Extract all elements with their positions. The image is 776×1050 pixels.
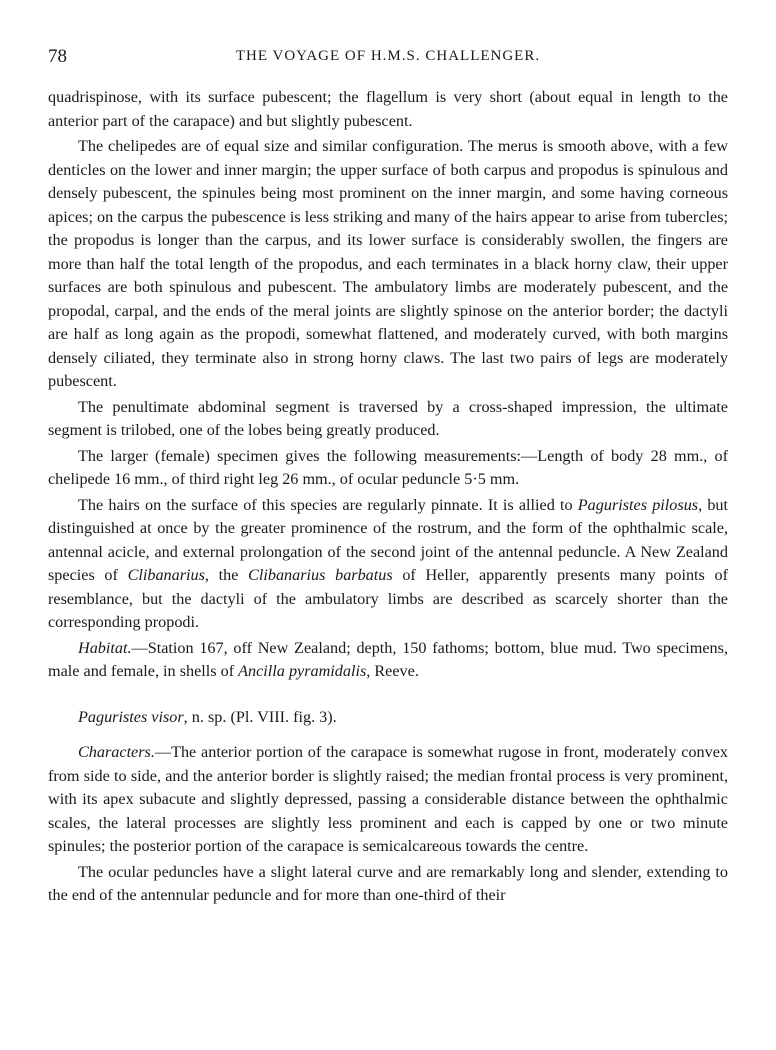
species-heading: Paguristes visor, n. sp. (Pl. VIII. fig. 3). [78,707,337,726]
page-header [48,46,728,70]
paragraph-habitat: Habitat.—Station 167, off New Zealand; depth, 150 fathoms; bottom, blue mud. Two specimens, male and female, in shells of Ancilla pyramidalis, Reeve. [48,638,728,680]
paragraph-abdomen: The penultimate abdominal segment is traversed by a cross-shaped impression, the ultimate segment is trilobed, one of the lobes being greatly produced. [48,397,728,439]
body-text [48,86,728,910]
running-title: THE VOYAGE OF H.M.S. CHALLENGER. [235,48,541,64]
paragraph-measurements: The larger (female) specimen gives the following measurements:—Length of body 28 mm., of chelipede 16 mm., of third right leg 26 mm., of ocular peduncle 5·5 mm. [48,446,728,488]
page-number: 78 [48,46,67,67]
paragraph-affinities: The hairs on the surface of this species are regularly pinnate. It is allied to Paguristes pilosus, but distinguished at once by the greater prominence of the rostrum, and the form of the ophthalmic scale, antennal acicle, and external prolongation of the second joint of the antennal peduncle. A New Zealand species of Clibanarius, the Clibanarius barbatus of Heller, apparently presents many points of resemblance, but the dactyli of the ambulatory limbs are described as scarcely shorter than the corresponding propodi. [48,495,729,631]
paragraph-chelipedes: The chelipedes are of equal size and similar configuration. The merus is smooth above, with a few denticles on the lower and inner margin; the upper surface of both carpus and propodus is spinulous and densely pubescent, the spinules being most prominent on the inner margin, and some having corneous apices; on the carpus the pubescence is less striking and many of the hairs appear to arise from tubercles; the propodus is longer than the carpus, and its lower surface is considerably swollen, the fingers are more than half the total length of the propodus, and each terminates in a black horny claw, their upper surfaces are both spinulous and pubescent. The ambulatory limbs are moderately pubescent, and the propodal, carpal, and the ends of the meral joints are slightly spinose on the anterior border; the dactyli are half as long again as the propodi, somewhat flattened, and moderately curved, with both margins densely ciliated, they terminate also in strong horny claws. The last two pairs of legs are moderately pubescent. [48,137,728,390]
paragraph-characters: Characters.—The anterior portion of the carapace is somewhat rugose in front, moderately convex from side to side, and the anterior border is slightly raised; the median frontal process is very prominent, with its apex subacute and slightly depressed, passing a considerable distance between the ophthalmic scales, the lateral processes are slightly less prominent and each is capped by one or two minute spinules; the posterior portion of the carapace is semicalcareous towards the centre. [48,743,728,855]
paragraph-antennae-continued: quadrispinose, with its surface pubescent; the flagellum is very short (about equal in length to the anterior part of the carapace) and but slightly pubescent. [48,88,728,130]
paragraph-ocular-peduncles: The ocular peduncles have a slight lateral curve and are remarkably long and slender, extending to the end of the antennular peduncle and for more than one-third of their [48,862,728,904]
